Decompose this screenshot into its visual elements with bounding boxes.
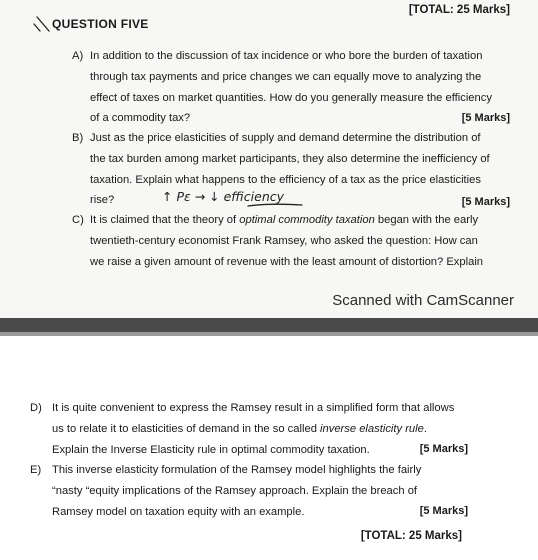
question-a [72, 46, 510, 129]
question-b-line-3: taxation. Explain what happens to the efficiency of a tax as the price elasticities [90, 173, 481, 186]
question-b-line-1: Just as the price elasticities of supply and demand determine the distribution of [90, 132, 481, 144]
total-marks-top: [TOTAL: 25 Marks] [408, 4, 510, 16]
question-a-line-2: through tax payments and price changes we can equally move to analyzing the [90, 70, 482, 83]
question-c [72, 210, 510, 272]
question-c-line-1: It is claimed that the theory of optimal commodity taxation began with the early [90, 214, 479, 226]
question-d-marks: [5 Marks] [419, 443, 468, 455]
camscanner-watermark: Scanned with CamScanner [332, 292, 514, 309]
scan-divider [0, 318, 538, 332]
question-b-line-2: the tax burden among market participants, they also determine the inefficiency of [90, 152, 490, 165]
question-b-letter: B) [72, 132, 84, 144]
question-d-letter: D) [30, 402, 42, 414]
question-a-letter: A) [72, 50, 84, 62]
question-d-line-1: It is quite convenient to express the Ramsey result in a simplified form that allows [52, 402, 455, 414]
question-e-line-3: Ramsey model on taxation equity with an example. [52, 505, 305, 518]
question-c-line-3: we raise a given amount of revenue with the least amount of distortion? Explain [90, 255, 484, 268]
handwritten-note [160, 184, 320, 210]
question-c-line-2: twentieth-century economist Frank Ramsey, who asked the question: How can [90, 234, 478, 247]
question-title: QUESTION FIVE [52, 17, 149, 31]
question-d-line-2: us to relate it to elasticities of demand in the so called inverse elasticity rule. [52, 422, 427, 435]
question-e-line-1: This inverse elasticity formulation of the Ramsey model highlights the fairly [52, 464, 422, 476]
question-a-line-3: effect of taxes on market quantities. How do you generally measure the efficiency [90, 91, 492, 104]
total-marks-bottom: [TOTAL: 25 Marks] [360, 530, 462, 542]
question-b-marks: [5 Marks] [461, 196, 510, 208]
question-a-line-4: of a commodity tax? [90, 112, 191, 125]
question-c-letter: C) [72, 214, 84, 226]
question-b-line-4: rise? [90, 194, 115, 207]
question-a-marks: [5 Marks] [461, 112, 510, 124]
question-d [30, 398, 468, 460]
question-a-line-1: In addition to the discussion of tax incidence or who bore the burden of taxation [90, 50, 483, 62]
question-e [30, 460, 468, 522]
handwritten-check-icon [32, 15, 52, 33]
question-d-line-3: Explain the Inverse Elasticity rule in optimal commodity taxation. [52, 443, 370, 456]
question-e-marks: [5 Marks] [419, 505, 468, 517]
handwritten-note-text: ↑ Pε → ↓ efficiency [162, 189, 285, 204]
question-e-line-2: “nasty “equity implications of the Ramsey approach. Explain the breach of [52, 484, 418, 497]
question-e-letter: E) [30, 464, 42, 476]
